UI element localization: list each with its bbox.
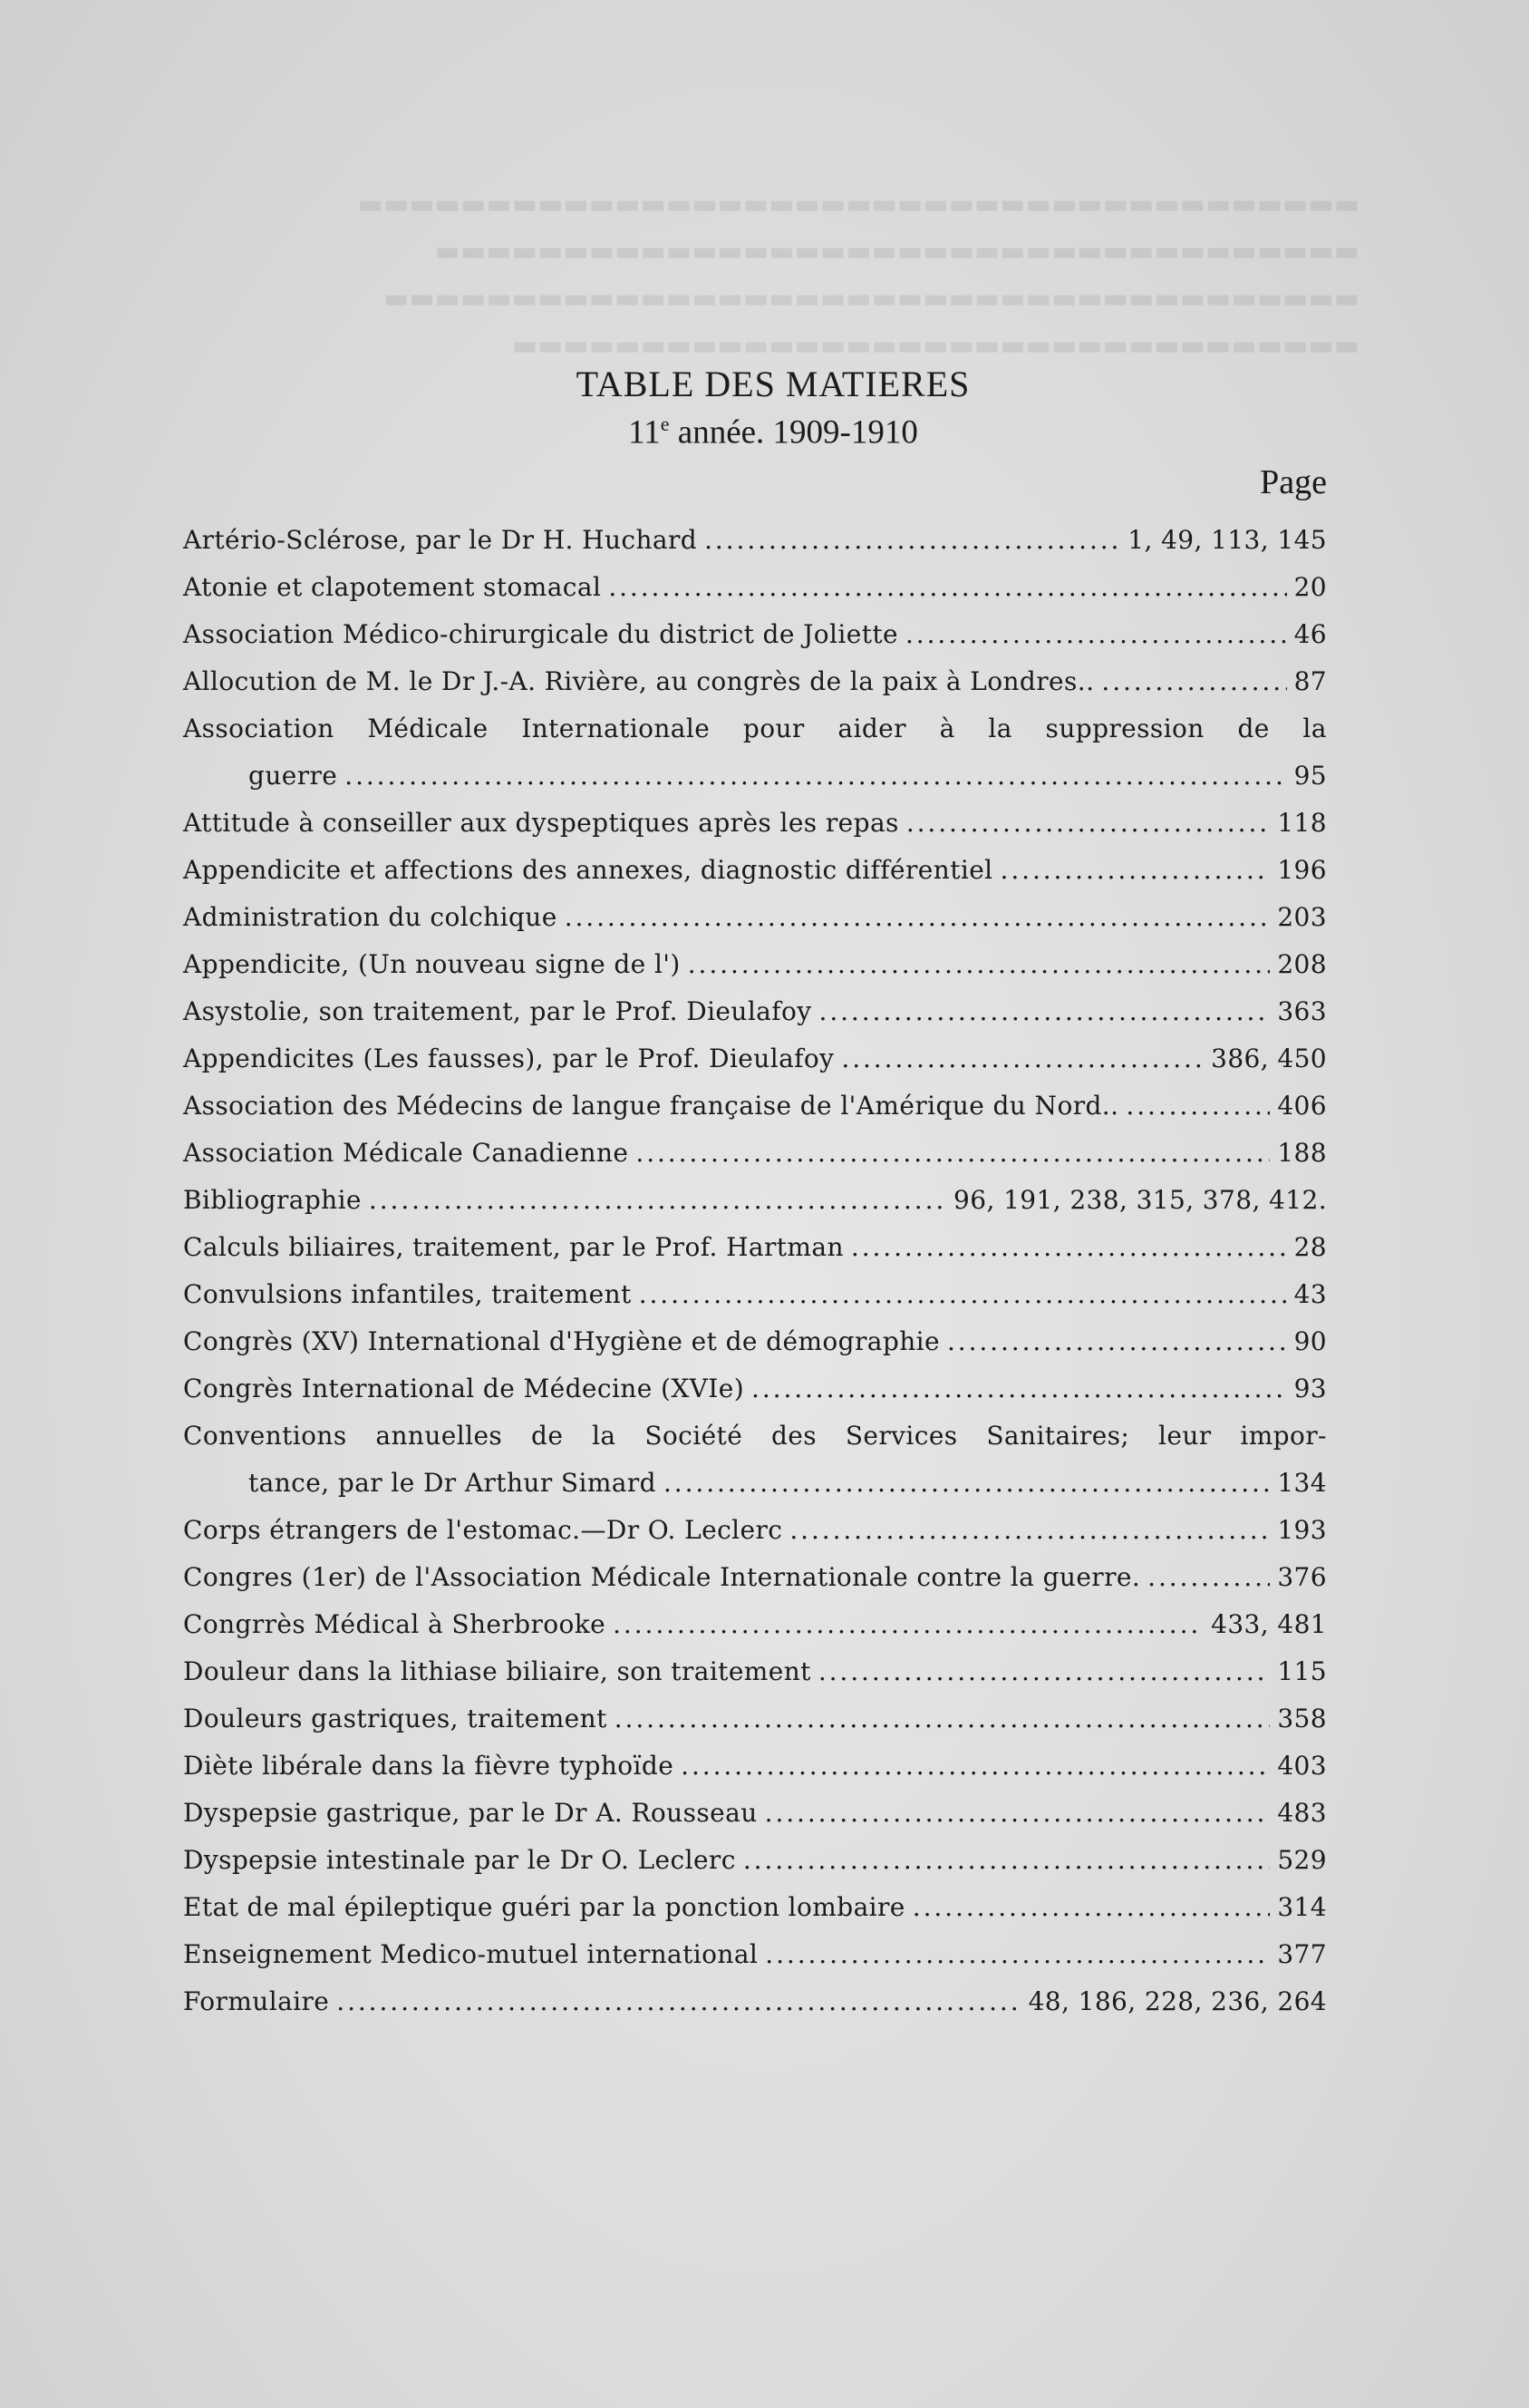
entry-pages: 529 bbox=[1277, 1845, 1327, 1876]
leader-dots bbox=[819, 988, 1271, 1035]
entry-label-line1: Conventions annuelles de la Société des Services Sanitaires; leur impor- bbox=[183, 1421, 1327, 1452]
entry-pages: 483 bbox=[1277, 1798, 1327, 1829]
entry-label: Association Médicale Canadienne bbox=[183, 1138, 629, 1169]
entry-list bbox=[183, 517, 1327, 2025]
entry-pages: 96, 191, 238, 315, 378, 412. bbox=[953, 1185, 1327, 1216]
leader-dots bbox=[818, 1648, 1271, 1695]
entry-pages: 406 bbox=[1277, 1091, 1327, 1121]
entry-label: Diète libérale dans la fièvre typhoïde bbox=[183, 1751, 674, 1782]
entry-pages: 196 bbox=[1277, 855, 1327, 886]
toc-entry bbox=[183, 564, 1327, 611]
entry-pages: 203 bbox=[1277, 902, 1327, 933]
toc-entry bbox=[183, 1083, 1327, 1130]
toc-entry bbox=[183, 1271, 1327, 1318]
entry-label: Atonie et clapotement stomacal bbox=[183, 572, 602, 603]
entry-label: Asystolie, son traitement, par le Prof. Dieulafoy bbox=[183, 996, 812, 1027]
entry-label: Association Médico-chirurgicale du district de Joliette bbox=[183, 619, 898, 650]
entry-label: Dyspepsie intestinale par le Dr O. Leclerc bbox=[183, 1845, 736, 1876]
leader-dots bbox=[1101, 658, 1286, 705]
leader-dots bbox=[704, 517, 1120, 564]
leader-dots bbox=[615, 1695, 1271, 1743]
leader-dots bbox=[1147, 1554, 1270, 1601]
bleed-through-decoration: ▬▬▬▬▬▬▬▬▬▬▬▬▬▬▬▬▬▬▬▬▬▬▬▬▬▬▬▬▬▬▬▬▬▬▬▬▬▬▬ ▬▬▬▬▬▬▬▬▬▬▬▬▬▬▬▬▬▬▬▬▬▬▬▬▬▬▬▬▬▬▬▬▬▬▬▬ ▬▬▬▬▬▬▬▬▬▬▬▬▬▬▬▬▬▬▬▬▬▬▬▬▬▬▬▬▬▬▬▬▬▬▬▬▬▬ ▬▬▬▬▬▬▬▬▬▬▬▬▬▬▬▬▬▬▬▬▬▬▬▬▬▬▬▬▬▬▬▬▬ bbox=[357, 189, 1360, 362]
toc-entry bbox=[183, 1884, 1327, 1931]
entry-label: Bibliographie bbox=[183, 1185, 362, 1216]
leader-dots bbox=[841, 1035, 1204, 1083]
toc-entry bbox=[183, 847, 1327, 894]
toc-entry bbox=[183, 705, 1327, 800]
entry-pages: 208 bbox=[1277, 949, 1327, 980]
entry-pages: 188 bbox=[1277, 1138, 1327, 1169]
entry-pages: 358 bbox=[1277, 1704, 1327, 1734]
entry-pages: 386, 450 bbox=[1211, 1044, 1327, 1074]
leader-dots bbox=[681, 1743, 1270, 1790]
leader-dots bbox=[608, 564, 1286, 611]
table-of-contents bbox=[183, 363, 1327, 2025]
leader-dots bbox=[663, 1460, 1270, 1507]
toc-entry bbox=[183, 1177, 1327, 1224]
entry-pages: 314 bbox=[1277, 1892, 1327, 1923]
entry-label: Calculs biliaires, traitement, par le Prof. Hartman bbox=[183, 1232, 844, 1263]
entry-pages: 376 bbox=[1277, 1562, 1327, 1593]
leader-dots bbox=[765, 1931, 1270, 1978]
page-column-header: Page bbox=[1260, 463, 1327, 502]
entry-pages: 28 bbox=[1293, 1232, 1327, 1263]
toc-entry bbox=[183, 1978, 1327, 2025]
toc-entry bbox=[183, 1035, 1327, 1083]
volume-rest: année. 1909-1910 bbox=[677, 413, 918, 452]
leader-dots bbox=[1001, 847, 1271, 894]
leader-dots bbox=[751, 1365, 1287, 1413]
entry-label: Formulaire bbox=[183, 1986, 330, 2017]
toc-entry bbox=[183, 1790, 1327, 1837]
entry-pages: 433, 481 bbox=[1211, 1609, 1327, 1640]
entry-pages: 403 bbox=[1277, 1751, 1327, 1782]
toc-entry bbox=[183, 1507, 1327, 1554]
entry-label: Congrès International de Médecine (XVIe) bbox=[183, 1374, 745, 1404]
leader-dots bbox=[851, 1224, 1287, 1271]
entry-label: Allocution de M. le Dr J.-A. Rivière, au congrès de la paix à Londres.. bbox=[183, 666, 1095, 697]
toc-entry bbox=[183, 1365, 1327, 1413]
toc-entry bbox=[183, 1837, 1327, 1884]
entry-pages: 377 bbox=[1277, 1939, 1327, 1970]
entry-label: Appendicites (Les fausses), par le Prof. Dieulafoy bbox=[183, 1044, 835, 1074]
entry-pages: 93 bbox=[1293, 1374, 1327, 1404]
entry-pages: 46 bbox=[1293, 619, 1327, 650]
entry-label: Douleurs gastriques, traitement bbox=[183, 1704, 607, 1734]
entry-label: Corps étrangers de l'estomac.—Dr O. Leclerc bbox=[183, 1515, 783, 1546]
entry-pages: 43 bbox=[1293, 1279, 1327, 1310]
entry-label: Appendicite et affections des annexes, diagnostic différentiel bbox=[183, 855, 993, 886]
leader-dots bbox=[369, 1177, 946, 1224]
entry-label: Appendicite, (Un nouveau signe de l') bbox=[183, 949, 681, 980]
entry-label: Congres (1er) de l'Association Médicale Internationale contre la guerre. bbox=[183, 1562, 1141, 1593]
entry-label: Artério-Sclérose, par le Dr H. Huchard bbox=[183, 525, 698, 556]
entry-label: Administration du colchique bbox=[183, 902, 557, 933]
volume-number: 11 bbox=[628, 413, 661, 452]
entry-label: Enseignement Medico-mutuel international bbox=[183, 1939, 759, 1970]
toc-entry bbox=[183, 1648, 1327, 1695]
entry-label: Convulsions infantiles, traitement bbox=[183, 1279, 632, 1310]
leader-dots bbox=[635, 1130, 1270, 1177]
entry-pages: 363 bbox=[1277, 996, 1327, 1027]
entry-label-line2: tance, par le Dr Arthur Simard bbox=[248, 1468, 656, 1499]
entry-pages: 115 bbox=[1277, 1656, 1327, 1687]
entry-label: Etat de mal épileptique guéri par la ponction lombaire bbox=[183, 1892, 905, 1923]
leader-dots bbox=[743, 1837, 1271, 1884]
entry-pages: 193 bbox=[1277, 1515, 1327, 1546]
toc-entry bbox=[183, 1743, 1327, 1790]
leader-dots bbox=[906, 800, 1271, 847]
toc-entry bbox=[183, 988, 1327, 1035]
leader-dots bbox=[765, 1790, 1271, 1837]
toc-entry bbox=[183, 1601, 1327, 1648]
toc-entry bbox=[183, 611, 1327, 658]
toc-entry bbox=[183, 800, 1327, 847]
toc-entry bbox=[183, 1413, 1327, 1507]
leader-dots bbox=[336, 1978, 1021, 2025]
entry-pages: 134 bbox=[1277, 1468, 1327, 1499]
page-title: TABLE DES MATIERES bbox=[576, 364, 971, 404]
entry-pages: 118 bbox=[1277, 808, 1327, 839]
toc-entry bbox=[183, 658, 1327, 705]
toc-entry bbox=[183, 1130, 1327, 1177]
entry-pages: 20 bbox=[1293, 572, 1327, 603]
toc-entry bbox=[183, 941, 1327, 988]
leader-dots bbox=[789, 1507, 1270, 1554]
entry-label: Congrrès Médical à Sherbrooke bbox=[183, 1609, 606, 1640]
leader-dots bbox=[905, 611, 1287, 658]
volume-subtitle bbox=[183, 413, 1327, 452]
entry-pages: 90 bbox=[1293, 1326, 1327, 1357]
toc-entry bbox=[183, 894, 1327, 941]
entry-pages: 1, 49, 113, 145 bbox=[1127, 525, 1327, 556]
toc-entry bbox=[183, 1931, 1327, 1978]
leader-dots bbox=[565, 894, 1271, 941]
entry-label: Association des Médecins de langue française de l'Amérique du Nord.. bbox=[183, 1091, 1119, 1121]
toc-entry bbox=[183, 1224, 1327, 1271]
entry-label-line1: Association Médicale Internationale pour aider à la suppression de la bbox=[183, 714, 1327, 744]
toc-entry bbox=[183, 517, 1327, 564]
entry-label: Congrès (XV) International d'Hygiène et de démographie bbox=[183, 1326, 940, 1357]
entry-pages: 87 bbox=[1293, 666, 1327, 697]
leader-dots bbox=[913, 1884, 1271, 1931]
leader-dots bbox=[639, 1271, 1287, 1318]
entry-pages: 48, 186, 228, 236, 264 bbox=[1028, 1986, 1327, 2017]
volume-suffix: e bbox=[660, 413, 670, 435]
entry-label: Douleur dans la lithiase biliaire, son traitement bbox=[183, 1656, 811, 1687]
leader-dots bbox=[1126, 1083, 1270, 1130]
entry-pages: 95 bbox=[1293, 761, 1327, 791]
entry-label: Dyspepsie gastrique, par le Dr A. Rousseau bbox=[183, 1798, 758, 1829]
entry-label-line2: guerre bbox=[248, 761, 338, 791]
leader-dots bbox=[613, 1601, 1204, 1648]
leader-dots bbox=[688, 941, 1271, 988]
entry-label: Attitude à conseiller aux dyspeptiques après les repas bbox=[183, 808, 899, 839]
toc-entry bbox=[183, 1554, 1327, 1601]
toc-entry bbox=[183, 1695, 1327, 1743]
toc-entry bbox=[183, 1318, 1327, 1365]
leader-dots bbox=[344, 752, 1286, 800]
leader-dots bbox=[947, 1318, 1287, 1365]
